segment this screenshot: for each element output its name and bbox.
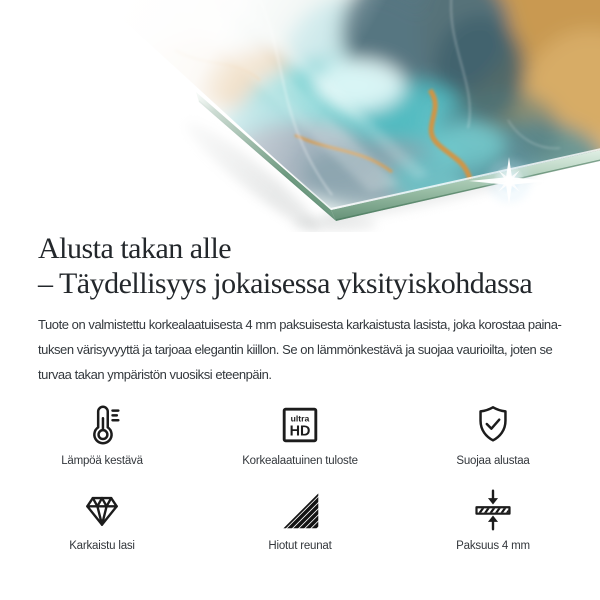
hero-image: [0, 0, 600, 232]
feature-protects-surface: [403, 402, 583, 467]
glass-panel: [0, 0, 600, 232]
page-title: [38, 231, 583, 301]
feature-heat-resistant: [22, 402, 182, 467]
svg-text:ultra: ultra: [290, 413, 310, 424]
shield-check-icon: [470, 402, 516, 448]
feature-label: Hiotut reunat: [268, 540, 332, 552]
description-line: Tuote on valmistettu korkealaatuisesta 4 mm paksuisesta karkaistusta lasista, joka korostaa paina-: [38, 317, 562, 332]
description-line: turvaa takan ympäristön vuosiksi eteenpäin.: [38, 367, 272, 382]
feature-label: Karkaistu lasi: [69, 540, 135, 552]
page-title-line2: – Täydellisyys jokaisessa yksityiskohdassa: [38, 267, 533, 300]
product-description: [38, 312, 583, 387]
white-fade-overlay: [0, 0, 415, 232]
thickness-icon: [471, 488, 515, 532]
feature-label: Suojaa alustaa: [456, 455, 530, 467]
ultra-hd-icon: [277, 402, 323, 448]
thermometer-icon: [79, 402, 125, 448]
feature-ultra-hd-print: [210, 402, 390, 467]
feature-label: Korkealaatuinen tuloste: [242, 455, 358, 467]
feature-thickness: [403, 487, 583, 552]
polished-edges-icon: [279, 489, 321, 531]
page-title-line1: Alusta takan alle: [38, 232, 232, 265]
feature-label: Paksuus 4 mm: [456, 540, 530, 552]
feature-label: Lämpöä kestävä: [61, 455, 143, 467]
description-line: tuksen värisyvyyttä ja tarjoaa elegantin kiillon. Se on lämmönkestävä ja suojaa vaurioilta, joten se: [38, 342, 553, 357]
svg-text:HD: HD: [289, 423, 311, 440]
diamond-icon: [80, 488, 124, 532]
feature-tempered-glass: [22, 487, 182, 552]
feature-polished-edges: [210, 487, 390, 552]
